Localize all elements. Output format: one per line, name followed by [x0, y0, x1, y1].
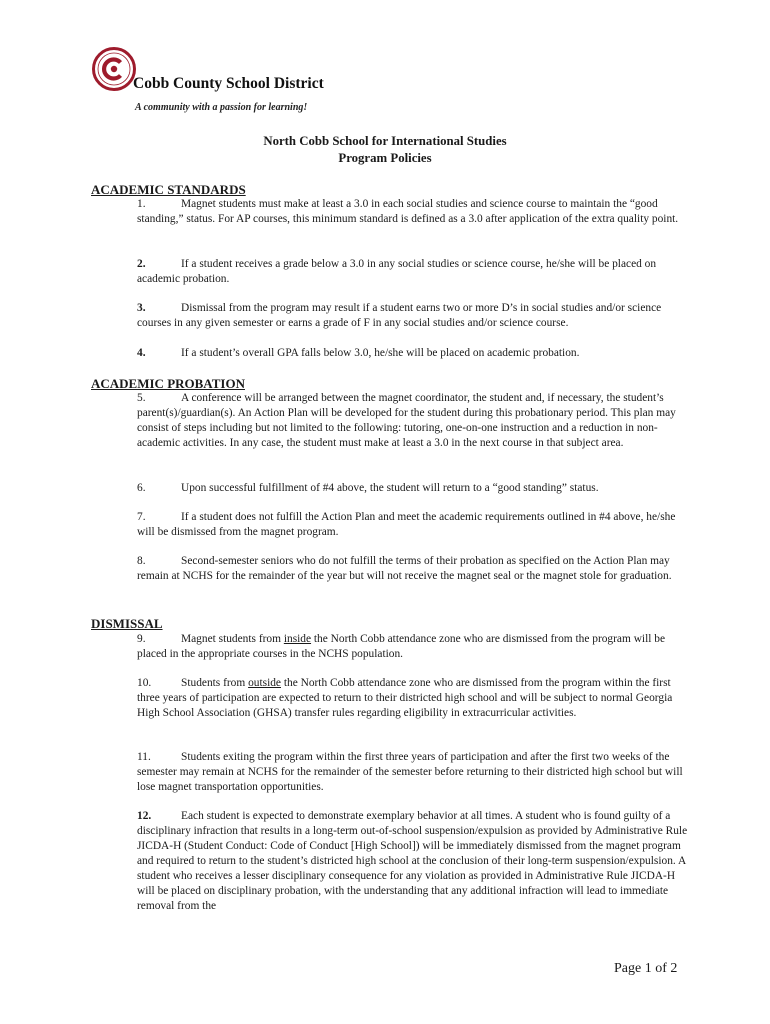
district-tagline: A community with a passion for learning! — [135, 102, 308, 113]
item-number: 11. — [137, 751, 151, 763]
item-text: Magnet students must make at least a 3.0 in each social studies and science course to maintain the “good standing,” status. For AP courses, this minimum standard is defined as a 3.0 after application of the extra quality point. — [137, 198, 679, 225]
policy-item-5 — [137, 391, 692, 451]
item-text: Second-semester seniors who do not fulfill the terms of their probation as specified on the Action Plan may remain at NCHS for the remainder of the year but will not receive the magnet seal or the magnet stole for graduation. — [137, 555, 672, 582]
item-text: If a student does not fulfill the Action Plan and meet the academic requirements outlined in #4 above, he/she will be dismissed from the magnet program. — [137, 511, 676, 538]
item-number: 9. — [137, 633, 146, 645]
item-text: A conference will be arranged between the magnet coordinator, the student and, if necessary, the student’s parent(s)/guardian(s). An Action Plan will be developed for the student during this probationary period. This plan may consist of steps including but not limited to the following: tutoring, one-on-one instruction and a reduction in non-academic activities. In any case, the student must make at least a 3.0 in the next course in that subject area. — [137, 392, 676, 449]
policy-item-4 — [137, 346, 692, 361]
item-number: 4. — [137, 347, 146, 359]
policy-item-3 — [137, 301, 692, 331]
section-heading-academic-probation: ACADEMIC PROBATION — [91, 376, 245, 391]
item-text-emphasis: inside — [283, 633, 312, 645]
item-text-post: the North Cobb attendance zone who are dismissed from the program will be placed in the appropriate courses in the NCHS population. — [137, 633, 666, 660]
section-heading-academic-standards: ACADEMIC STANDARDS — [91, 182, 246, 197]
policy-item-1 — [137, 197, 692, 227]
item-text: Upon successful fulfillment of #4 above, the student will return to a “good standing” status. — [181, 482, 599, 494]
policy-item-6 — [137, 481, 692, 496]
policy-item-12 — [137, 809, 692, 914]
item-number: 10. — [137, 677, 152, 689]
item-number: 1. — [137, 198, 146, 210]
item-number: 5. — [137, 392, 146, 404]
title-school: North Cobb School for International Studies — [263, 134, 507, 148]
policy-item-2 — [137, 257, 692, 287]
item-text: Each student is expected to demonstrate exemplary behavior at all times. A student who is found guilty of a disciplinary infraction that results in a long-term out-of-school suspension/expulsion as provided by Administrative Rule JICDA-H (Student Conduct: Code of Conduct [High School]) will be immediately dismissed from the magnet program and required to return to the student’s districted high school at the conclusion of their long-term suspension/expulsion. A student who receives a lesser disciplinary consequence for any violation as provided in Administrative Rule JICDA-H will be placed on disciplinary probation, with the understanding that any additional infraction will lead to immediate removal from the — [137, 810, 688, 912]
item-text-emphasis: outside — [248, 677, 281, 689]
policy-item-11 — [137, 750, 692, 795]
policy-item-10 — [137, 676, 692, 721]
item-text-post: the North Cobb attendance zone who are dismissed from the program within the first three years of participation are expected to return to their districted high school and will be subject to normal Georgia High School Association (GHSA) transfer rules regarding eligibility in extracurricular activities. — [137, 677, 673, 719]
item-number: 8. — [137, 555, 146, 567]
district-logo-icon — [92, 47, 136, 91]
item-text-pre: Students from — [181, 677, 249, 689]
title-policies: Program Policies — [338, 151, 432, 165]
item-number: 12. — [137, 810, 152, 822]
page-number: Page 1 of 2 — [614, 961, 678, 976]
item-number: 6. — [137, 482, 146, 494]
item-text: Students exiting the program within the first three years of participation and after the first two weeks of the semester may remain at NCHS for the remainder of the semester before returning to their districted high school but will lose magnet transportation opportunities. — [137, 751, 683, 793]
item-text: Dismissal from the program may result if a student earns two or more D’s in social studies and/or science courses in any given semester or earns a grade of F in any social studies and/or science course. — [137, 302, 662, 329]
item-text: If a student’s overall GPA falls below 3.0, he/she will be placed on academic probation. — [181, 347, 580, 359]
item-text: If a student receives a grade below a 3.0 in any social studies or science course, he/she will be placed on academic probation. — [137, 258, 657, 285]
policy-item-7 — [137, 510, 692, 540]
item-number: 3. — [137, 302, 146, 314]
document-title — [0, 133, 770, 167]
policy-item-9 — [137, 632, 692, 662]
section-heading-dismissal: DISMISSAL — [91, 616, 163, 631]
policy-item-8 — [137, 554, 692, 584]
item-number: 7. — [137, 511, 146, 523]
district-name: Cobb County School District — [133, 75, 324, 92]
item-number: 2. — [137, 258, 146, 270]
item-text-pre: Magnet students from — [181, 633, 284, 645]
